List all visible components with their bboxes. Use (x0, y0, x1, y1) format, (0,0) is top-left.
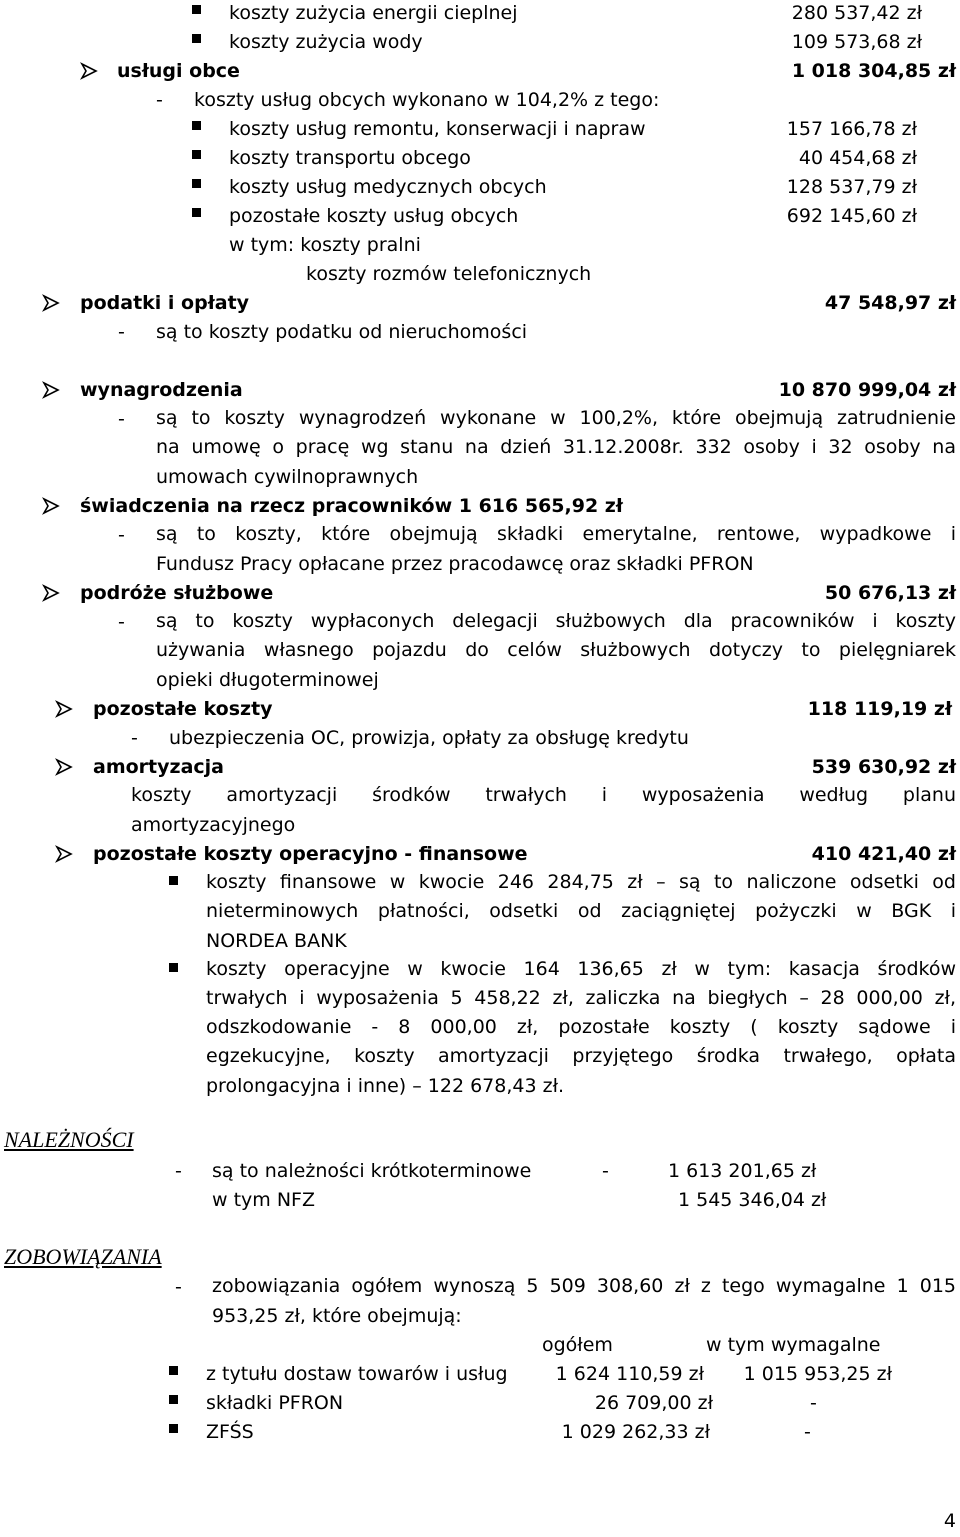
column-header-total: ogółem (542, 1334, 613, 1356)
table-row-total: 1 029 262,33 zł (561, 1421, 710, 1443)
bullet-square-icon (169, 963, 178, 972)
podatki-description: są to koszty podatku od nieruchomości (156, 321, 528, 343)
naleznosci-label-2: w tym NFZ (212, 1189, 315, 1211)
operacyjne-item2-line-4: egzekucyjne, koszty amortyzacji przyjętego środka trwałego, opłata (206, 1045, 956, 1067)
zobowiazania-line-2: 953,25 zł, które obejmują: (212, 1305, 462, 1327)
list-item-label: koszty zużycia energii cieplnej (229, 2, 518, 24)
naleznosci-value-1: 1 613 201,65 zł (668, 1160, 817, 1182)
section-heading-zobowiazania: ZOBOWIĄZANIA (4, 1244, 162, 1269)
podroze-line-1: są to koszty wypłaconych delegacji służbowych dla pracowników i koszty (156, 610, 956, 632)
bullet-square-icon (192, 5, 201, 14)
bullet-square-icon (192, 208, 201, 217)
bullet-square-icon (192, 34, 201, 43)
operacyjne-item1-line-1: koszty finansowe w kwocie 246 284,75 zł – są to naliczone odsetki od (206, 871, 956, 893)
bullet-square-icon (192, 179, 201, 188)
podroze-line-2: używania własnego pojazdu do celów służbowych dotyczy to pielęgniarek (156, 639, 956, 661)
arrow-bullet-icon (55, 845, 73, 863)
table-row-total: 26 709,00 zł (594, 1392, 713, 1414)
uslugi-wtym-pralnia: w tym: koszty pralni (229, 234, 421, 256)
amortyzacja-line-2: amortyzacyjnego (131, 814, 296, 836)
section-heading-swiadczenia: świadczenia na rzecz pracowników 1 616 565,92 zł (80, 495, 623, 517)
naleznosci-separator: - (602, 1160, 609, 1182)
podroze-line-3: opieki długoterminowej (156, 669, 379, 691)
table-row-label: ZFŚS (206, 1421, 254, 1443)
swiadczenia-line-1: są to koszty, które obejmują składki emerytalne, rentowe, wypadkowe i (156, 523, 956, 545)
list-item-label: koszty zużycia wody (229, 31, 423, 53)
table-row-due: 1 015 953,25 zł (743, 1363, 892, 1385)
list-item-label: koszty transportu obcego (229, 147, 471, 169)
section-heading-amortyzacja: amortyzacja (93, 756, 224, 778)
operacyjne-item2-line-1: koszty operacyjne w kwocie 164 136,65 zł w tym: kasacja środków (206, 958, 956, 980)
dash-marker: - (118, 408, 125, 430)
wynagrodzenia-line-1: są to koszty wynagrodzeń wykonane w 100,2%, które obejmują zatrudnienie (156, 407, 956, 429)
operacyjne-item2-line-5: prolongacyjna i inne) – 122 678,43 zł. (206, 1075, 565, 1097)
dash-marker: - (175, 1160, 182, 1182)
wynagrodzenia-line-2: na umowę o pracę wg stanu na dzień 31.12.2008r. 332 osoby i 32 osoby na (156, 436, 956, 458)
list-item-value: 40 454,68 zł (798, 147, 917, 169)
section-heading-podatki: podatki i opłaty (80, 292, 250, 314)
amortyzacja-line-1: koszty amortyzacji środków trwałych i wyposażenia według planu (131, 784, 956, 806)
section-value-operacyjne: 410 421,40 zł (811, 843, 956, 865)
list-item-value: 128 537,79 zł (786, 176, 917, 198)
column-header-due: w tym wymagalne (706, 1334, 881, 1356)
section-value-pozostale: 118 119,19 zł (807, 698, 952, 720)
page-number: 4 (943, 1510, 956, 1532)
bullet-square-icon (169, 1366, 178, 1375)
dash-marker: - (118, 524, 125, 546)
section-heading-pozostale: pozostałe koszty (93, 698, 273, 720)
section-heading-podroze: podróże służbowe (80, 582, 274, 604)
naleznosci-value-2: 1 545 346,04 zł (678, 1189, 827, 1211)
arrow-bullet-icon (55, 700, 73, 718)
section-heading-uslugi: usługi obce (117, 60, 240, 82)
zobowiazania-line-1: zobowiązania ogółem wynoszą 5 509 308,60 zł z tego wymagalne 1 015 (212, 1275, 956, 1297)
list-item-value: 692 145,60 zł (786, 205, 917, 227)
table-row-label: składki PFRON (206, 1392, 344, 1414)
dash-marker: - (118, 611, 125, 633)
bullet-square-icon (169, 1424, 178, 1433)
table-row-total: 1 624 110,59 zł (555, 1363, 704, 1385)
dash-marker: - (131, 727, 138, 749)
list-item-value: 280 537,42 zł (791, 2, 922, 24)
section-value-podroze: 50 676,13 zł (824, 582, 956, 604)
table-row-due: - (804, 1421, 811, 1443)
list-item-label: pozostałe koszty usług obcych (229, 205, 519, 227)
uslugi-wtym-telefon: koszty rozmów telefonicznych (306, 263, 592, 285)
dash-marker: - (156, 89, 163, 111)
bullet-square-icon (192, 150, 201, 159)
bullet-square-icon (169, 1395, 178, 1404)
arrow-bullet-icon (80, 62, 98, 80)
wynagrodzenia-line-3: umowach cywilnoprawnych (156, 466, 419, 488)
list-item-value: 157 166,78 zł (786, 118, 917, 140)
swiadczenia-line-2: Fundusz Pracy opłacane przez pracodawcę oraz składki PFRON (156, 553, 754, 575)
arrow-bullet-icon (42, 584, 60, 602)
arrow-bullet-icon (42, 497, 60, 515)
section-value-amortyzacja: 539 630,92 zł (811, 756, 956, 778)
section-heading-wynagrodzenia: wynagrodzenia (80, 379, 243, 401)
dash-marker: - (175, 1276, 182, 1298)
arrow-bullet-icon (55, 758, 73, 776)
operacyjne-item2-line-3: odszkodowanie - 8 000,00 zł, pozostałe koszty ( koszty sądowe i (206, 1016, 956, 1038)
list-item-label: koszty usług medycznych obcych (229, 176, 547, 198)
list-item-label: koszty usług remontu, konserwacji i napraw (229, 118, 646, 140)
section-value-uslugi: 1 018 304,85 zł (791, 60, 956, 82)
bullet-square-icon (192, 121, 201, 130)
table-row-due: - (810, 1392, 817, 1414)
operacyjne-item2-line-2: trwałych i wyposażenia 5 458,22 zł, zaliczka na biegłych – 28 000,00 zł, (206, 987, 956, 1009)
uslugi-description: koszty usług obcych wykonano w 104,2% z tego: (194, 89, 660, 111)
section-heading-naleznosci: NALEŻNOŚCI (4, 1127, 134, 1152)
arrow-bullet-icon (42, 381, 60, 399)
table-row-label: z tytułu dostaw towarów i usług (206, 1363, 508, 1385)
pozostale-description: ubezpieczenia OC, prowizja, opłaty za obsługę kredytu (169, 727, 689, 749)
dash-marker: - (118, 321, 125, 343)
section-value-podatki: 47 548,97 zł (824, 292, 956, 314)
arrow-bullet-icon (42, 294, 60, 312)
operacyjne-item1-line-2: nieterminowych płatności, odsetki od zaciągniętej pożyczki w BGK i (206, 900, 956, 922)
naleznosci-label-1: są to należności krótkoterminowe (212, 1160, 532, 1182)
section-value-wynagrodzenia: 10 870 999,04 zł (778, 379, 956, 401)
operacyjne-item1-line-3: NORDEA BANK (206, 930, 347, 952)
section-heading-operacyjne: pozostałe koszty operacyjno - finansowe (93, 843, 528, 865)
list-item-value: 109 573,68 zł (791, 31, 922, 53)
bullet-square-icon (169, 876, 178, 885)
